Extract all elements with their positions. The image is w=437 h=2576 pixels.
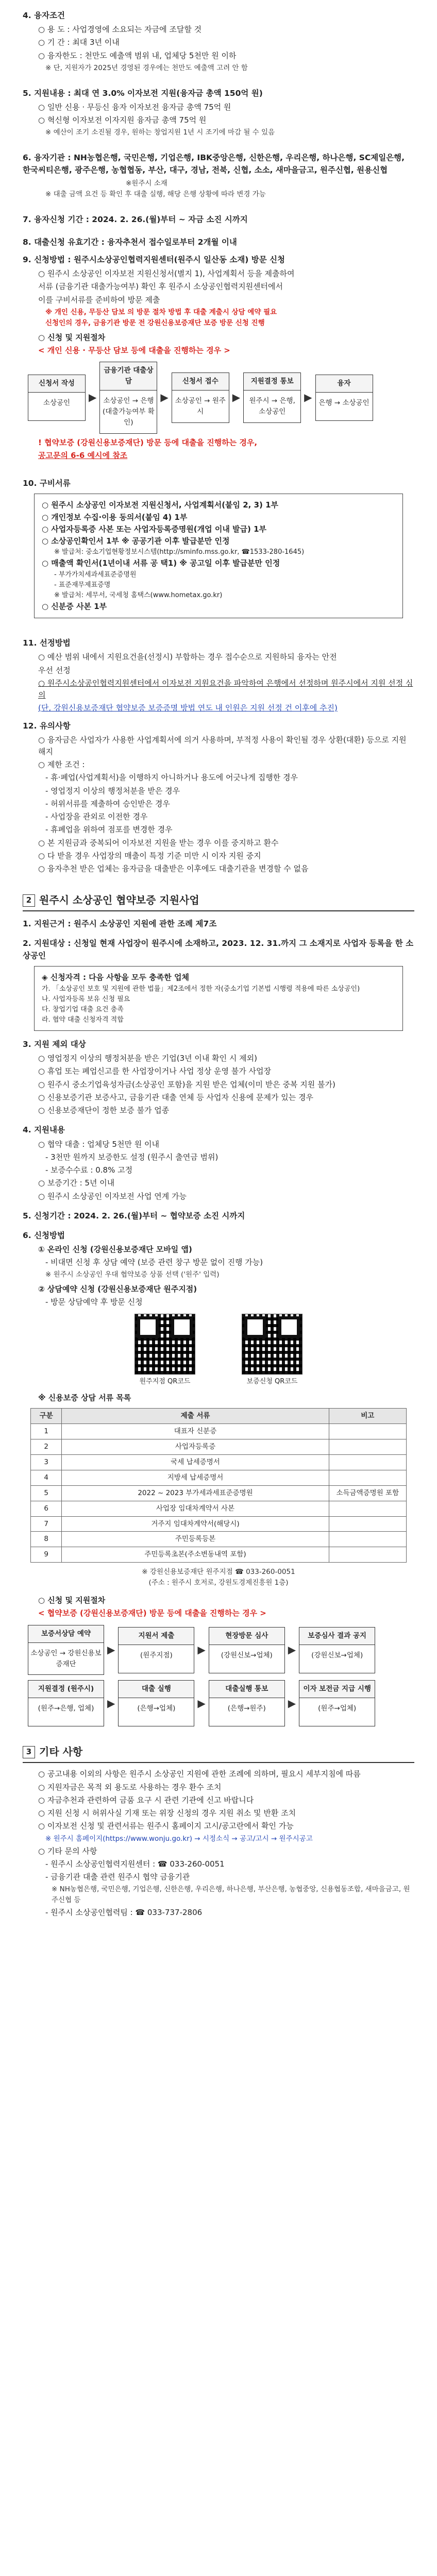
selection-line: ○ 원주시소상공인협력지원센터에서 이자보전 지원요건을 파악하여 은행에서 선정하며 원주시에서 지원 선정 심의 <box>38 678 413 700</box>
flow-step-title: 금융기관 대출상담 <box>100 362 157 391</box>
flow-step <box>118 1680 194 1726</box>
table-cell <box>329 1516 406 1532</box>
table-cell: 3 <box>31 1454 62 1470</box>
lenders-note-2: ※ 대출 금액 요건 등 확인 후 대출 실행, 해당 은행 상황에 따라 변경 가능 <box>45 190 266 199</box>
section-title: 4. 지원내용 <box>23 1125 65 1135</box>
flow-step-body: 소상공인 <box>43 398 71 407</box>
b-target <box>23 937 414 1031</box>
method-note: ※ 원주시 소상공인 우대 협약보증 상품 선택 ('원주' 입력) <box>45 1270 220 1279</box>
flow-step-title: 대출실행 통보 <box>209 1681 284 1698</box>
arrow-right-icon: ▶ <box>288 1697 296 1709</box>
flow-step-title: 지원결정 (원주시) <box>28 1681 104 1698</box>
table-cell: 2 <box>31 1439 62 1454</box>
arrow-right-icon: ▶ <box>107 1697 115 1709</box>
section-title: 10. 구비서류 <box>23 479 71 488</box>
flow-footnote: ! 협약보증 (강원신용보증재단) 방문 등에 대출을 진행하는 경우, <box>38 437 258 447</box>
flow-step-title: 보증서상담 예약 <box>28 1625 104 1643</box>
contact-line: - 원주시 소상공인협력팀 : ☎ 033-737-2806 <box>45 1908 203 1918</box>
table-cell <box>329 1424 406 1439</box>
arrow-right-icon: ▶ <box>197 1643 206 1656</box>
table-cell <box>329 1470 406 1485</box>
section-period <box>23 213 414 226</box>
table-cell: 2022 ~ 2023 부가세과세표준증명원 <box>62 1485 329 1501</box>
doc-item: - 표준재무제표증명 <box>54 581 111 589</box>
flow-step-body: (은행→업체) <box>137 1704 176 1713</box>
table-cell: 주민등록초본(주소변동내역 포함) <box>62 1547 329 1563</box>
b-basis <box>23 918 414 930</box>
part-3-header <box>23 1744 414 1763</box>
eligibility-title: ◈ 신청자격 : 다음 사항을 모두 충족한 업체 <box>42 973 189 982</box>
flow-step <box>209 1627 285 1673</box>
part-title: 원주시 소상공인 협약보증 지원사업 <box>39 894 199 907</box>
table-row <box>31 1547 407 1563</box>
table-header: 제출 서류 <box>62 1409 329 1424</box>
selection-line: ○ 예산 범위 내에서 지원요건을(선정시) 부합하는 경우 접수순으로 지원하되 융자는 안전 <box>38 652 337 662</box>
table-cell <box>329 1501 406 1516</box>
precaution-item: - 휴폐업을 위하여 점포를 변경한 경우 <box>45 825 173 835</box>
b-exclusions <box>23 1038 414 1116</box>
table-cell: 사업장 임대차계약서 사본 <box>62 1501 329 1516</box>
apply-line: 이를 구비서류를 준비하여 방문 제출 <box>38 295 160 304</box>
section-title: 12. 유의사항 <box>23 721 71 731</box>
qr-block <box>135 1314 195 1387</box>
flow-step-body: (은행→원주) <box>227 1704 266 1713</box>
doc-item: - 부가가치세과세표준증명원 <box>54 570 137 579</box>
flow-step-title: 신청서 작성 <box>28 375 85 393</box>
section-title: 6. 융자기관 : NH농협은행, 국민은행, 기업은행, IBK중앙은행, 신한은행, 우리은행, 하나은행, SC제일은행, 한국씨티은행, 광주은행, 농협협동, 부산, 대구, 경남, 전북, 신협, 소소, 새마을금고, 원주신협, 원용신협 <box>23 153 405 175</box>
arrow-right-icon: ▶ <box>107 1643 115 1656</box>
eligibility-line: 다. 창업기업 대출 요건 충족 <box>42 1005 124 1013</box>
docs-table <box>30 1408 407 1563</box>
terms-usage: ○ 용 도 : 사업경영에 소요되는 자금에 조달할 것 <box>38 25 202 35</box>
flow-step <box>28 1625 104 1675</box>
flow-step <box>172 372 229 423</box>
flow-step <box>299 1680 375 1726</box>
etc-item: ○ 지원 신청 시 허위사실 기재 또는 위장 신청의 경우 지원 취소 및 반환 조치 <box>38 1808 296 1818</box>
part-number: 3 <box>23 1746 35 1758</box>
section-precautions <box>23 720 414 875</box>
doc-item: ○ 신분증 사본 1부 <box>42 602 107 612</box>
table-cell: 대표자 신분증 <box>62 1424 329 1439</box>
arrow-right-icon: ▶ <box>288 1643 296 1656</box>
apply-note-2: 신청인의 경우, 금융기관 방문 전 강원신용보증재단 보증 방문 신청 진행 <box>45 318 265 327</box>
doc-item: ○ 소상공인확인서 1부 ※ 공공기관 이후 발급분만 인정 <box>42 536 230 546</box>
support-general: ○ 일반 신용 · 무등신 융자 이자보전 융자금 총액 75억 원 <box>38 102 231 112</box>
table-cell: 소득금액증명원 포함 <box>329 1485 406 1501</box>
doc-item: ○ 사업자등록증 사본 또는 사업자등록증명원(개업 이내 발급) 1부 <box>42 524 267 534</box>
apply-line: ○ 원주시 소상공인 이자보전 지원신청서(별지 1), 사업계획서 등을 제출하여 <box>38 269 295 279</box>
precaution-item: ○ 다 받을 경우 사업장의 매출이 특정 기준 미만 시 이자 지원 중지 <box>38 851 261 860</box>
etc-item: ○ 자금추천과 관련하여 금품 요구 시 관련 기관에 신고 바랍니다 <box>38 1795 254 1805</box>
flow-step <box>99 362 157 434</box>
terms-note: ※ 단, 지원자가 2025년 경영된 경우에는 천만도 예출액 고려 안 함 <box>45 63 248 72</box>
flow-note: < 협약보증 (강원신용보증재단) 방문 등에 대출을 진행하는 경우 > <box>38 1608 266 1618</box>
part-2-header <box>23 892 414 911</box>
precaution-item: ○ 제한 조건 : <box>38 760 85 770</box>
qr-row <box>23 1314 414 1387</box>
section-validity <box>23 236 414 248</box>
flow-step-body: (강원신보→업체) <box>311 1651 363 1659</box>
table-row <box>31 1485 407 1501</box>
doc-item: ○ 원주시 소상공인 이자보전 지원신청서, 사업계획서(붙임 2, 3) 1부 <box>42 500 279 510</box>
flow-step-title: 융자 <box>316 375 373 393</box>
section-apply-method <box>23 253 414 462</box>
docs-table-title: ※ 신용보증 상담 서류 목록 <box>38 1393 131 1402</box>
etc-item: ○ 기타 문의 사항 <box>38 1846 97 1856</box>
support-innovative: ○ 혁신형 이자보전 이자지원 융자금 총액 75억 원 <box>38 115 207 125</box>
process-flow-top <box>28 1625 409 1675</box>
apply-line: 서류 (금융기관 대출가능여부) 확인 후 원주시 소상공인협력지원센터에서 <box>38 282 283 292</box>
section-lenders <box>23 151 414 200</box>
terms-limit: ○ 융자한도 : 천만도 예출액 범위 내, 업체당 5천만 원 이하 <box>38 50 237 60</box>
flow-step <box>243 372 301 423</box>
doc-item: ※ 발급처: 세무서, 국세청 홈택스(www.hometax.go.kr) <box>54 591 223 599</box>
arrow-right-icon: ▶ <box>197 1697 206 1709</box>
table-header-row <box>31 1409 407 1424</box>
flow-step-title: 지원결정 통보 <box>244 373 300 391</box>
flow-note: < 개인 신용 · 무등산 담보 등에 대출을 진행하는 경우 > <box>38 345 230 355</box>
table-cell: 9 <box>31 1547 62 1563</box>
c-items <box>23 1768 414 1919</box>
qr-code-icon[interactable] <box>135 1314 195 1375</box>
section-title: 4. 융자조건 <box>23 11 65 20</box>
flow-step-body: (원주→은행, 업체) <box>38 1704 94 1713</box>
arrow-right-icon: ▶ <box>304 391 312 404</box>
flow-step <box>28 1680 104 1726</box>
arrow-right-icon: ▶ <box>89 391 97 404</box>
exclusion-item: ○ 원주시 중소기업육성자금(소상공인 포함)을 지원 받은 업체(이미 받은 중복 지원 불가) <box>38 1079 335 1089</box>
arrow-right-icon: ▶ <box>160 391 169 404</box>
exclusion-item: ○ 신용보증재단이 정한 보증 불가 업종 <box>38 1106 170 1115</box>
table-row <box>31 1454 407 1470</box>
section-documents <box>23 477 414 618</box>
support-item: ○ 보증기간 : 5년 이내 <box>38 1178 115 1188</box>
flow-step <box>28 375 86 421</box>
web-path[interactable]: ※ 원주시 홈페이지(https://www.wonju.go.kr) → 시정소식 → 공고/고시 → 원주시공고 <box>45 1834 313 1843</box>
precaution-item: ○ 융자추천 받은 업체는 융자금을 대출받은 이후에도 대출기관을 변경할 수 없음 <box>38 864 309 874</box>
flow-step-title: 지원서 제출 <box>119 1628 194 1645</box>
flow-step-body: 소상공인 → 원주시 <box>175 396 226 416</box>
flow-step <box>299 1627 375 1673</box>
precaution-item: ○ 본 지원금과 중복되어 이자보전 지원을 받는 경우 이를 중지하고 환수 <box>38 838 279 848</box>
lenders-note: ※원주시 소재 <box>126 179 167 188</box>
flow-step-body: 소상공인 → 강원신용보증재단 <box>30 1649 102 1668</box>
section-title: 1. 지원근거 : 원주시 소상공인 지원에 관한 조례 제7조 <box>23 919 217 929</box>
table-row <box>31 1424 407 1439</box>
eligibility-line: 가. 「소상공인 보호 및 지원에 관한 법률」제2조에서 정한 자(중소기업 기본법 시행령 적용에 따른 소상공인) <box>42 985 360 993</box>
etc-item: ○ 지원자금은 목적 외 용도로 사용하는 경우 환수 조치 <box>38 1782 222 1792</box>
doc-item: ○ 개인정보 수집·이용 동의서(붙임 4) 1부 <box>42 512 188 522</box>
eligibility-line: 라. 협약 대출 신청자격 적합 <box>42 1016 124 1024</box>
flow-step-body: (강원신보→업체) <box>221 1651 273 1659</box>
eligibility-line: 나. 사업자등록 보유 신청 필요 <box>42 995 130 1003</box>
table-cell: 국세 납세증명서 <box>62 1454 329 1470</box>
table-header: 비고 <box>329 1409 406 1424</box>
section-title: 3. 지원 제외 대상 <box>23 1040 86 1049</box>
table-cell <box>329 1454 406 1470</box>
flow-step <box>315 375 373 421</box>
flow-step <box>118 1627 194 1673</box>
exclusion-item: ○ 신용보증기관 보증사고, 금융기관 대출 연체 등 사업자 신용에 문제가 있는 경우 <box>38 1092 313 1102</box>
table-cell: 사업자등록증 <box>62 1439 329 1454</box>
flow-step-title: 이자 보전금 지급 시행 <box>299 1681 375 1698</box>
part-number: 2 <box>23 894 35 907</box>
b-support <box>23 1124 414 1202</box>
etc-item: ○ 공고내용 이외의 사항은 원주시 소상공인 지원에 관한 조례에 의하며, 필요시 세부지침에 따름 <box>38 1769 361 1779</box>
precaution-item: - 휴·폐업(사업계획서)을 이행하지 아니하거나 용도에 어긋나게 집행한 경우 <box>45 773 298 783</box>
section-title: 7. 융자신청 기간 : 2024. 2. 26.(월)부터 ~ 자금 소진 시까지 <box>23 215 248 224</box>
method-line: - 비대면 신청 후 상담 예약 (보증 관련 창구 방문 없이 진행 가능) <box>45 1258 263 1267</box>
apply-note: ※ 개인 신용, 무등산 담보 의 방문 절차 방법 후 대출 계출시 상담 예약 필요 <box>45 308 277 316</box>
b-method <box>23 1229 414 1727</box>
qr-caption: 원주지점 QR코드 <box>139 1377 191 1385</box>
qr-code-icon[interactable] <box>242 1314 302 1375</box>
support-item: - 3천만 원까지 보증한도 설정 (원주시 출연금 범위) <box>45 1152 218 1162</box>
flow-title: ○ 신청 및 지원절차 <box>38 1596 106 1605</box>
section-title: 6. 신청방법 <box>23 1230 65 1240</box>
contact-line: (주소 : 원주시 호저로, 강원도경제진흥원 1층) <box>148 1579 289 1587</box>
table-cell: 거주지 임대차계약서(해당시) <box>62 1516 329 1532</box>
process-flow-bottom <box>28 1680 409 1726</box>
method-visit: ② 상담예약 신청 (강원신용보증재단 원주지점) <box>38 1284 197 1294</box>
flow-footnote-2: 공고문의 6-6 예시에 참조 <box>38 451 128 460</box>
table-row <box>31 1470 407 1485</box>
table-cell: 지방세 납세증명서 <box>62 1470 329 1485</box>
etc-item: ○ 이자보전 신청 및 관련서류는 원주시 홈페이지 고시/공고란에서 확인 가능 <box>38 1821 294 1831</box>
b-period <box>23 1210 414 1222</box>
part-title: 기타 사항 <box>39 1745 83 1758</box>
precaution-item: ○ 융자금은 사업자가 사용한 사업계획서에 의거 사용하며, 부적정 사용이 확인될 경우 상환(대환) 등으로 지원 해지 <box>38 735 407 756</box>
contact-line: ※ 강원신용보증재단 원주지점 ☎ 033-260-0051 <box>142 1568 295 1577</box>
section-title: 5. 지원내용 : 최대 연 3.0% 이자보전 지원(융자금 총액 150억 원) <box>23 88 263 98</box>
flow-step-body: 소상공인 → 은행 (대출가능여부 확인) <box>102 396 155 427</box>
doc-item: ○ 매출액 확인서(1년이내 서류 공 택1) ※ 공고일 이후 발급분만 인정 <box>42 558 280 568</box>
doc-item: ※ 발급처: 중소기업현황정보시스템(http://sminfo.mss.go.kr, ☎1533-280-1645) <box>54 548 305 556</box>
table-cell: 5 <box>31 1485 62 1501</box>
exclusion-item: ○ 영업정지 이상의 행정처분을 받은 기업(3년 이내 확인 시 제외) <box>38 1054 258 1063</box>
flow-step-title: 신청서 접수 <box>172 373 229 391</box>
documents-box <box>34 494 403 618</box>
section-title: 11. 선정방법 <box>23 638 71 648</box>
table-row <box>31 1439 407 1454</box>
flow-step-title: 보증심사 결과 공지 <box>299 1628 375 1645</box>
flow-step-body: (원주지점) <box>140 1651 173 1659</box>
table-cell: 7 <box>31 1516 62 1532</box>
section-title: 2. 지원대상 : 신청일 현재 사업장이 원주시에 소재하고, 2023. 12. 31.까지 그 소재지로 사업자 등록을 한 소상공인 <box>23 939 414 961</box>
method-line: - 방문 상담예약 후 방문 신청 <box>45 1297 143 1307</box>
contact-line: ※ NH농협은행, 국민은행, 기업은행, 신한은행, 우리은행, 하나은행, 부산은행, 농협중앙, 신용협동조합, 새마을금고, 원주신협 등 <box>52 1885 410 1905</box>
table-cell: 주민등록등본 <box>62 1532 329 1547</box>
flow-title: ○ 신청 및 지원절차 <box>38 332 106 342</box>
exclusion-item: ○ 휴업 또는 폐업신고를 한 사업장이거나 사업 정상 운영 불가 사업장 <box>38 1066 272 1076</box>
section-loan-terms <box>23 9 414 74</box>
table-cell: 4 <box>31 1470 62 1485</box>
support-note: ※ 예산이 조기 소진될 경우, 원하는 창업지원 1년 시 조기에 마감 될 수 있음 <box>45 128 275 137</box>
section-title: 9. 신청방법 : 원주시소상공인협력지원센터(원주시 일산동 소재) 방문 신청 <box>23 255 285 265</box>
process-flow <box>28 362 409 434</box>
eligibility-box <box>34 966 403 1031</box>
table-cell <box>329 1439 406 1454</box>
table-row <box>31 1532 407 1547</box>
section-title: 8. 대출신청 유효기간 : 융자추천서 접수일로부터 2개월 이내 <box>23 238 237 247</box>
table-cell: 1 <box>31 1424 62 1439</box>
section-title: 5. 신청기간 : 2024. 2. 26.(월)부터 ~ 협약보증 소진 시까지 <box>23 1211 245 1221</box>
qr-caption: 보증신청 QR코드 <box>246 1377 298 1385</box>
terms-period: ○ 기 간 : 최대 3년 이내 <box>38 38 120 47</box>
qr-block <box>242 1314 302 1387</box>
selection-line: 우선 선정 <box>38 665 71 675</box>
table-cell: 8 <box>31 1532 62 1547</box>
flow-step-body: (원주→업체) <box>318 1704 357 1713</box>
table-row <box>31 1501 407 1516</box>
flow-step-title: 현장방문 심사 <box>209 1628 284 1645</box>
flow-step-body: 원주시 → 은행,소상공인 <box>249 396 295 416</box>
table-cell <box>329 1547 406 1563</box>
flow-step <box>209 1680 285 1726</box>
precaution-item: - 영업정지 이상의 행정처분을 받은 경우 <box>45 786 180 795</box>
table-header: 구분 <box>31 1409 62 1424</box>
table-cell <box>329 1532 406 1547</box>
support-item: ○ 원주시 소상공인 이자보전 사업 연계 가능 <box>38 1191 187 1201</box>
flow-step-title: 대출 실행 <box>119 1681 194 1698</box>
table-row <box>31 1516 407 1532</box>
support-item: - 보증수수료 : 0.8% 고정 <box>45 1165 133 1175</box>
flow-step-body: 은행 → 소상공인 <box>318 398 369 407</box>
contact-line: - 원주시 소상공인협력지원센터 : ☎ 033-260-0051 <box>45 1859 225 1869</box>
precaution-item: - 허위서류를 제출하여 승인받은 경우 <box>45 799 170 808</box>
method-online: ① 온라인 신청 (강원신용보증재단 모바일 앱) <box>38 1244 192 1254</box>
table-cell: 6 <box>31 1501 62 1516</box>
contact-line: - 금융기관 대출 관련 원주시 협약 금융기관 <box>45 1872 190 1882</box>
section-support <box>23 87 414 138</box>
support-item: ○ 협약 대출 : 업체당 5천만 원 이내 <box>38 1139 159 1149</box>
arrow-right-icon: ▶ <box>232 391 241 404</box>
section-selection <box>23 637 414 714</box>
precaution-item: - 사업장을 관외로 이전한 경우 <box>45 812 148 822</box>
selection-line: (단, 강원신용보증재단 협약보증 보증증명 방법 연도 내 인원은 지원 선정 건 이후에 추진) <box>38 703 338 713</box>
